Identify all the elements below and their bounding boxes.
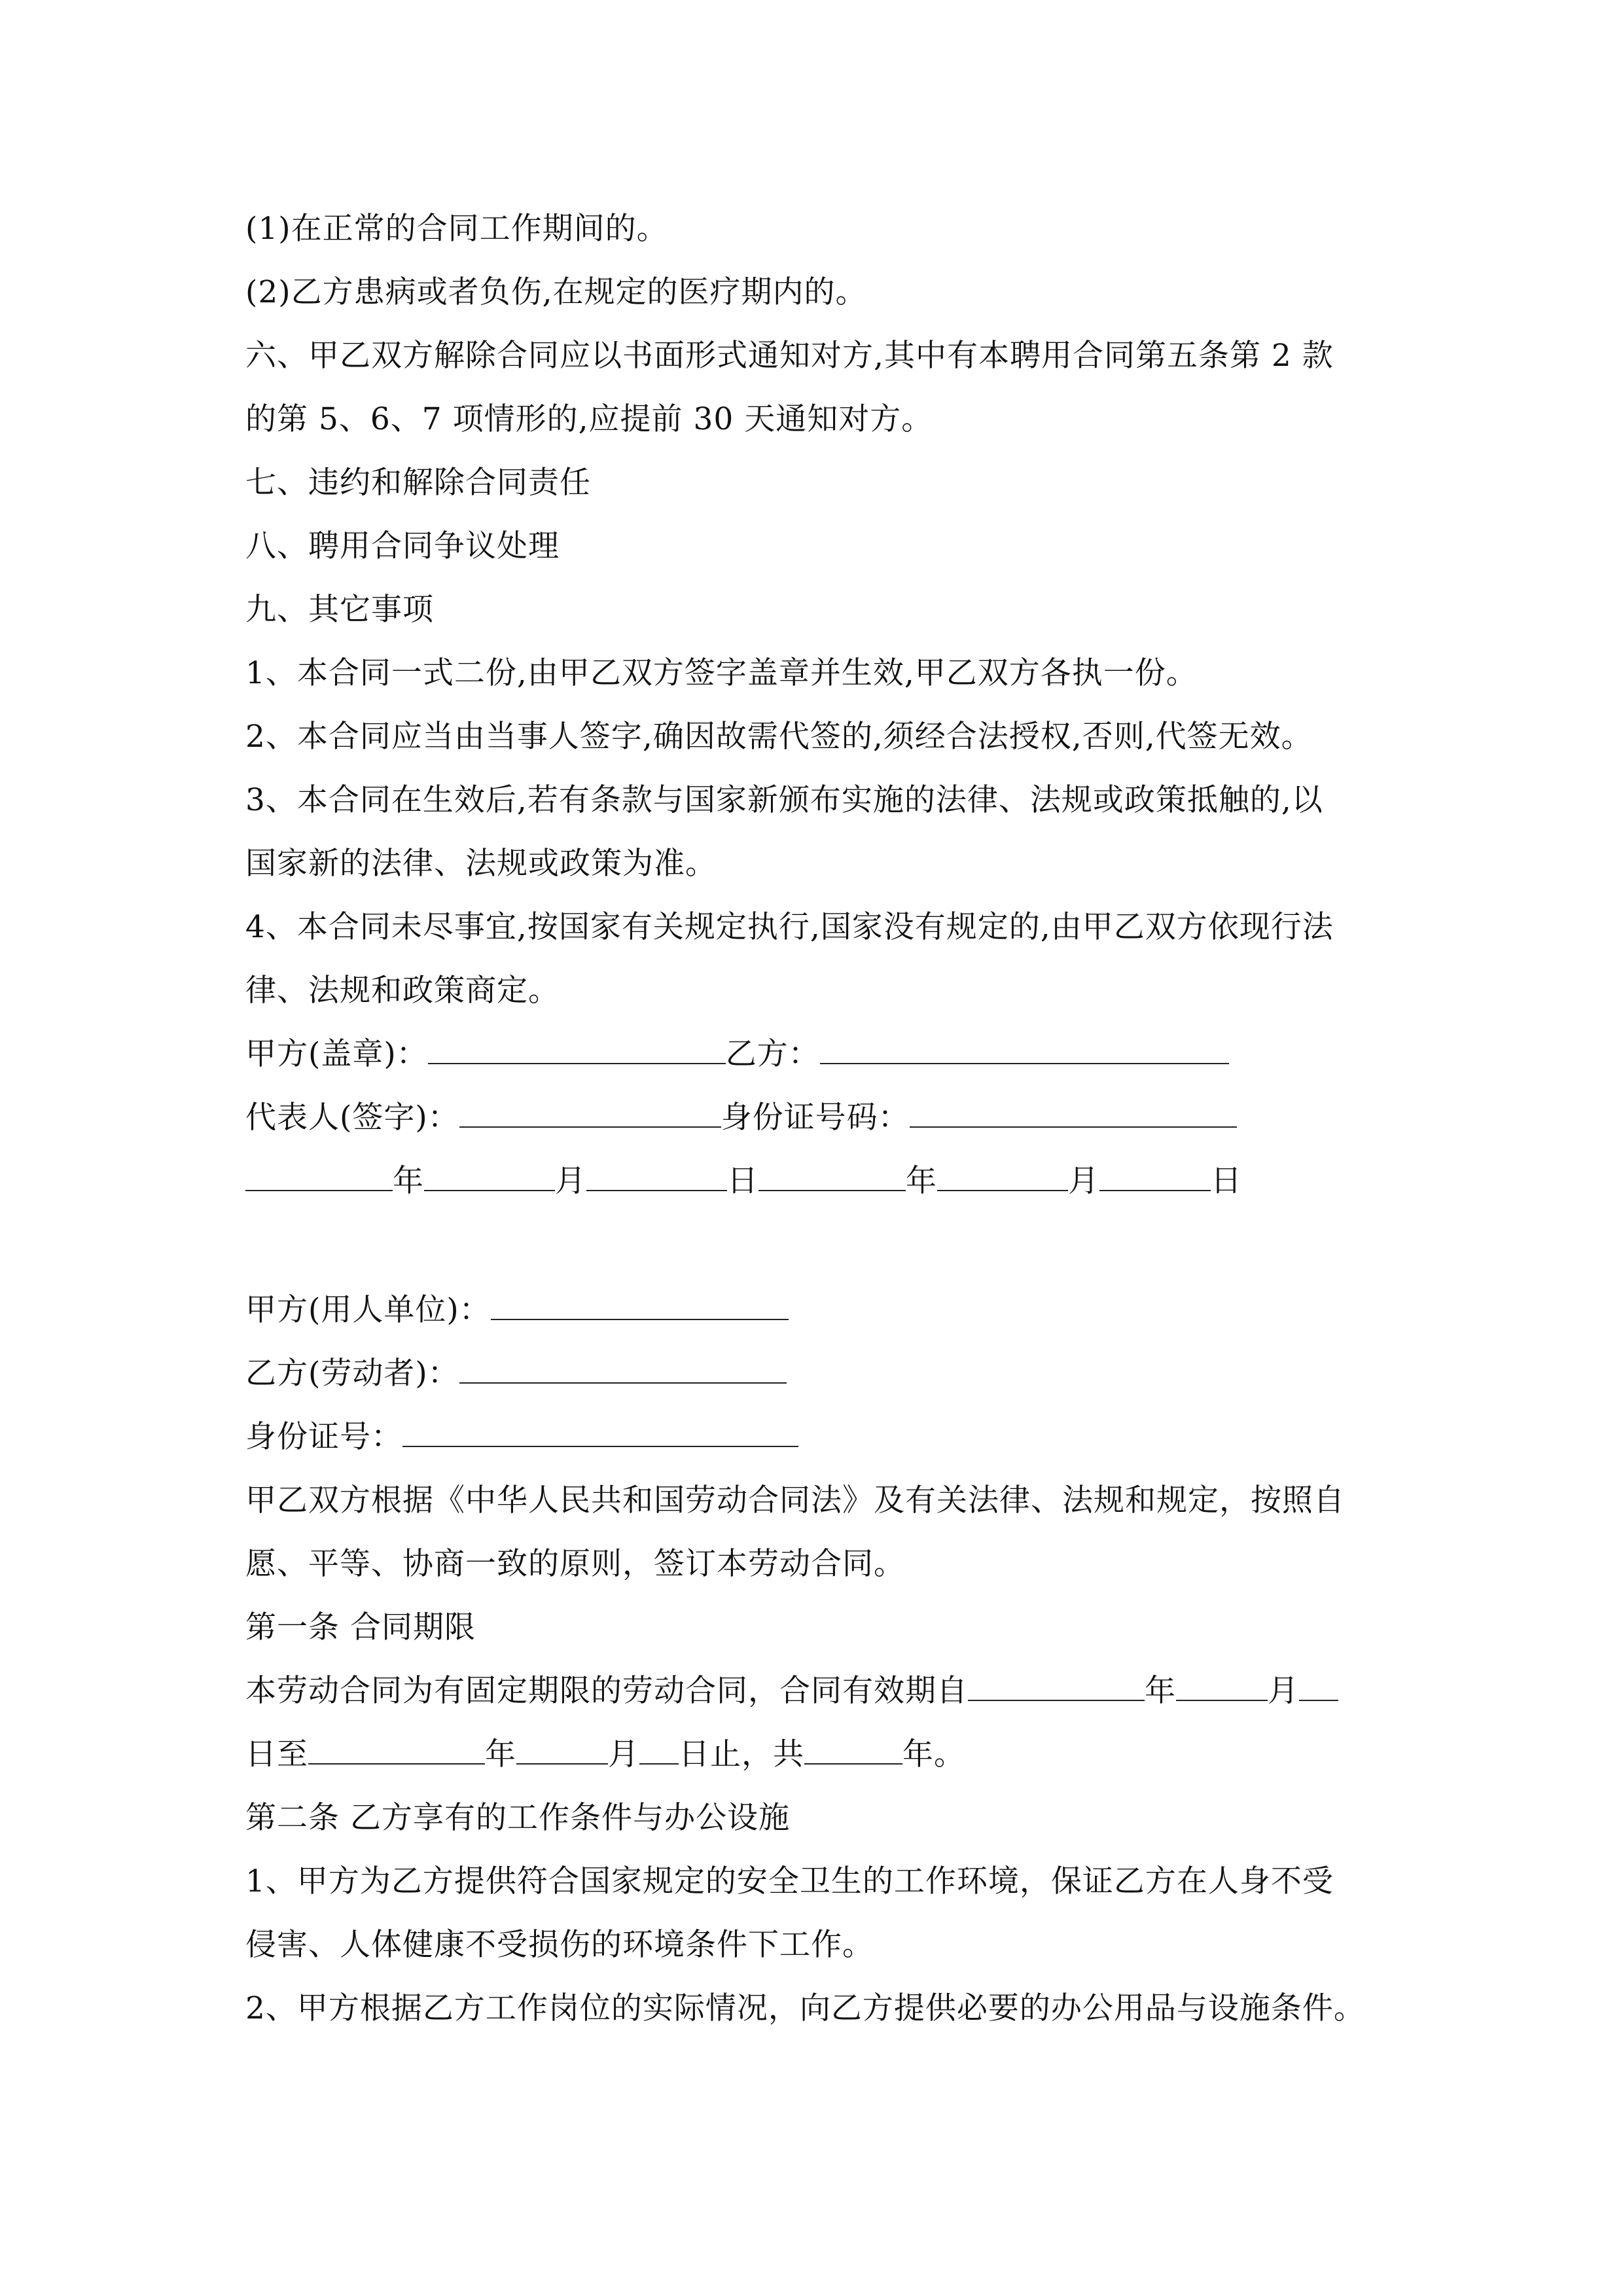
date-b-year-label: 年 xyxy=(906,1163,937,1199)
article-2-line-2: 侵害、人体健康不受损伤的环境条件下工作。 xyxy=(245,1927,874,1963)
id-card-label: 身份证号： xyxy=(245,1419,402,1455)
article-2-line-1: 1、甲方为乙方提供符合国家规定的安全卫生的工作环境，保证乙方在人身不受 xyxy=(245,1863,1334,1899)
date-b-month-label: 月 xyxy=(1068,1163,1099,1199)
term-years-label: 年。 xyxy=(902,1736,965,1772)
term-end-label: 日止，共 xyxy=(679,1736,804,1772)
representative-blank[interactable] xyxy=(459,1094,721,1128)
clause-line-8: 1、本合同一式二份,由甲乙双方签字盖章并生效,甲乙双方各执一份。 xyxy=(245,655,1198,691)
worker-label: 乙方(劳动者)： xyxy=(245,1355,459,1391)
signature-row-representative xyxy=(245,1092,1423,1144)
employer-label: 甲方(用人单位)： xyxy=(245,1292,491,1328)
clause-line-11: 国家新的法律、法规或政策为准。 xyxy=(245,846,717,882)
article-1-heading: 第一条 合同期限 xyxy=(245,1609,476,1645)
term-end-month-label: 月 xyxy=(608,1736,639,1772)
date-b-month-blank[interactable] xyxy=(937,1157,1068,1191)
term-start-month-label: 月 xyxy=(1268,1673,1299,1709)
date-b-day-label: 日 xyxy=(1211,1163,1242,1199)
term-start-year-blank[interactable] xyxy=(968,1667,1145,1701)
section-heading-9: 九、其它事项 xyxy=(245,592,434,628)
clause-line-9: 2、本合同应当由当事人签字,确因故需代签的,须经合法授权,否则,代签无效。 xyxy=(245,719,1313,755)
term-end-month-blank[interactable] xyxy=(516,1731,608,1765)
article-2-line-3: 2、甲方根据乙方工作岗位的实际情况，向乙方提供必要的办公用品与设施条件。 xyxy=(245,1990,1365,2026)
preamble-line-1: 甲乙双方根据《中华人民共和国劳动合同法》及有关法律、法规和规定，按照自 xyxy=(245,1482,1345,1518)
signature-row-parties xyxy=(245,1028,1423,1081)
clause-line-2: (2)乙方患病或者负伤,在规定的医疗期内的。 xyxy=(245,274,867,310)
term-to-label: 日至 xyxy=(245,1736,308,1772)
date-a-month-label: 月 xyxy=(555,1163,586,1199)
signature-row-dates xyxy=(245,1155,1423,1208)
representative-label: 代表人(签字)： xyxy=(245,1100,459,1136)
id-card-row xyxy=(245,1411,1423,1463)
term-end-year-blank[interactable] xyxy=(308,1731,485,1765)
clause-line-13: 律、法规和政策商定。 xyxy=(245,973,560,1009)
id-card-blank[interactable] xyxy=(402,1413,798,1447)
id-number-label: 身份证号码： xyxy=(721,1100,910,1136)
term-line-1 xyxy=(245,1665,1423,1717)
clause-line-3: 六、甲乙双方解除合同应以书面形式通知对方,其中有本聘用合同第五条第 2 款 xyxy=(245,338,1334,374)
term-start-month-blank[interactable] xyxy=(1176,1667,1268,1701)
clause-line-10: 3、本合同在生效后,若有条款与国家新颁布实施的法律、法规或政策抵触的,以 xyxy=(245,782,1323,818)
clause-line-1: (1)在正常的合同工作期间的。 xyxy=(245,211,668,247)
date-a-year-blank[interactable] xyxy=(245,1157,393,1191)
article-2-heading: 第二条 乙方享有的工作条件与办公设施 xyxy=(245,1800,790,1836)
date-b-day-blank[interactable] xyxy=(1099,1157,1211,1191)
date-a-day-blank[interactable] xyxy=(586,1157,727,1191)
party-b-blank[interactable] xyxy=(820,1030,1229,1064)
clause-line-12: 4、本合同未尽事宜,按国家有关规定执行,国家没有规定的,由甲乙双方依现行法 xyxy=(245,909,1334,945)
term-end-year-label: 年 xyxy=(485,1736,516,1772)
party-a-seal-blank[interactable] xyxy=(428,1030,726,1064)
employer-row xyxy=(245,1284,1423,1336)
party-b-label: 乙方： xyxy=(725,1036,820,1072)
term-years-blank[interactable] xyxy=(804,1731,902,1765)
clause-line-4: 的第 5、6、7 项情形的,应提前 30 天通知对方。 xyxy=(245,401,933,437)
date-a-month-blank[interactable] xyxy=(424,1157,555,1191)
party-a-seal-label: 甲方(盖章)： xyxy=(245,1036,428,1072)
section-heading-7: 七、违约和解除合同责任 xyxy=(245,465,591,501)
term-line-2 xyxy=(245,1729,1423,1781)
term-start-year-label: 年 xyxy=(1145,1673,1176,1709)
worker-row xyxy=(245,1348,1423,1400)
date-a-year-label: 年 xyxy=(393,1163,424,1199)
date-b-year-blank[interactable] xyxy=(758,1157,906,1191)
preamble-line-2: 愿、平等、协商一致的原则，签订本劳动合同。 xyxy=(245,1546,905,1582)
worker-blank[interactable] xyxy=(459,1350,787,1384)
term-end-day-blank[interactable] xyxy=(639,1731,679,1765)
id-number-blank[interactable] xyxy=(910,1094,1237,1128)
term-intro: 本劳动合同为有固定期限的劳动合同，合同有效期自 xyxy=(245,1673,968,1709)
term-start-day-blank[interactable] xyxy=(1299,1667,1338,1701)
date-a-day-label: 日 xyxy=(727,1163,758,1199)
section-heading-8: 八、聘用合同争议处理 xyxy=(245,528,560,564)
employer-blank[interactable] xyxy=(491,1286,789,1320)
